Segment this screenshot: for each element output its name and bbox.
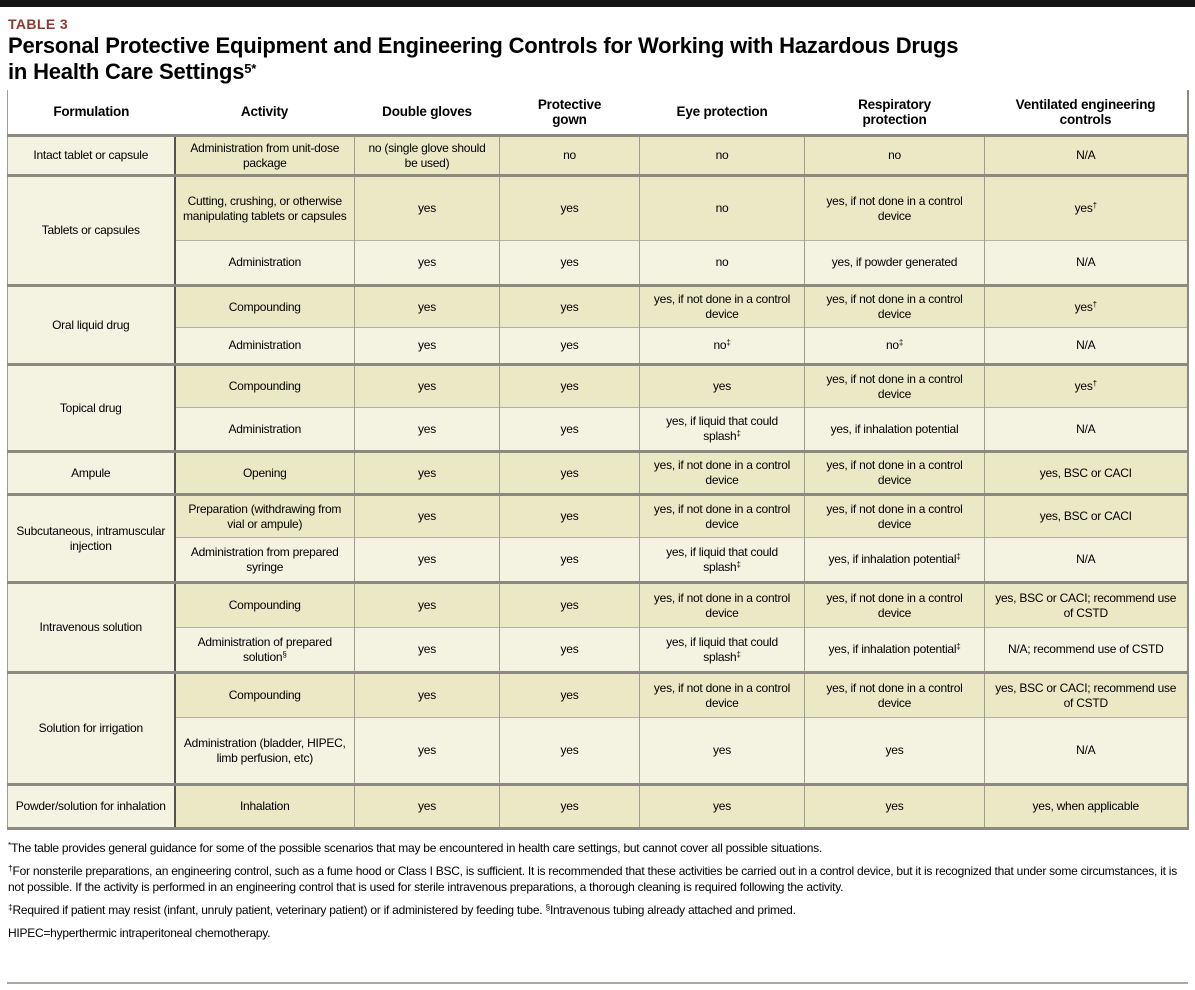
respiratory-protection-cell: yes, if not done in a control device: [805, 452, 985, 495]
protective-gown-cell: yes: [500, 673, 640, 718]
respiratory-protection-cell: yes, if powder generated: [805, 241, 985, 286]
double-gloves-cell: yes: [355, 718, 500, 785]
ventilated-controls-cell: N/A: [985, 241, 1188, 286]
ventilated-controls-cell: yes†: [985, 365, 1188, 408]
table-row: [8, 136, 1188, 176]
activity-cell: Compounding: [175, 583, 355, 628]
footnote: [8, 925, 1187, 941]
respiratory-protection-cell: yes, if not done in a control device: [805, 365, 985, 408]
double-gloves-cell: yes: [355, 583, 500, 628]
ventilated-controls-cell: N/A; recommend use of CSTD: [985, 628, 1188, 673]
ventilated-controls-cell: yes, BSC or CACI; recommend use of CSTD: [985, 583, 1188, 628]
formulation-cell: Tablets or capsules: [8, 176, 175, 286]
table-label: TABLE 3: [8, 16, 69, 32]
protective-gown-cell: yes: [500, 495, 640, 538]
activity-cell: Inhalation: [175, 785, 355, 829]
respiratory-protection-cell: yes, if inhalation potential‡: [805, 538, 985, 583]
respiratory-protection-cell: yes: [805, 718, 985, 785]
double-gloves-cell: yes: [355, 286, 500, 328]
protective-gown-cell: yes: [500, 328, 640, 365]
column-header-activity: Activity: [175, 90, 355, 136]
column-header-double-gloves: Double gloves: [355, 90, 500, 136]
eye-protection-cell: no: [640, 241, 805, 286]
eye-protection-cell: no‡: [640, 328, 805, 365]
activity-cell: Preparation (withdrawing from vial or ampule): [175, 495, 355, 538]
activity-cell: Administration: [175, 241, 355, 286]
activity-cell: Administration (bladder, HIPEC, limb perfusion, etc): [175, 718, 355, 785]
double-gloves-cell: yes: [355, 538, 500, 583]
respiratory-protection-cell: yes, if inhalation potential: [805, 408, 985, 452]
double-gloves-cell: yes: [355, 628, 500, 673]
protective-gown-cell: yes: [500, 241, 640, 286]
header-row: [8, 90, 1188, 136]
activity-cell: Cutting, crushing, or otherwise manipulating tablets or capsules: [175, 176, 355, 241]
double-gloves-cell: yes: [355, 176, 500, 241]
eye-protection-cell: no: [640, 136, 805, 176]
ppe-table: [7, 90, 1189, 830]
respiratory-protection-cell: no‡: [805, 328, 985, 365]
footnote-marker: †: [8, 863, 13, 874]
footnote-text: HIPEC=hyperthermic intraperitoneal chemotherapy.: [8, 926, 271, 941]
column-header-ventilated-controls: Ventilated engineering controls: [985, 90, 1188, 136]
respiratory-protection-cell: yes, if not done in a control device: [805, 286, 985, 328]
table-row: [8, 718, 1188, 785]
top-rule: [0, 0, 1195, 7]
respiratory-protection-cell: yes, if not done in a control device: [805, 583, 985, 628]
eye-protection-cell: yes, if not done in a control device: [640, 673, 805, 718]
respiratory-protection-cell: yes, if not done in a control device: [805, 673, 985, 718]
ventilated-controls-cell: N/A: [985, 136, 1188, 176]
eye-protection-cell: yes, if not done in a control device: [640, 583, 805, 628]
eye-protection-cell: yes, if not done in a control device: [640, 286, 805, 328]
title-line-1: Personal Protective Equipment and Engineering Controls for Working with Hazardous Drugs: [8, 33, 959, 58]
table-row: [8, 785, 1188, 829]
respiratory-protection-cell: yes: [805, 785, 985, 829]
ventilated-controls-cell: N/A: [985, 538, 1188, 583]
double-gloves-cell: yes: [355, 365, 500, 408]
formulation-cell: Intravenous solution: [8, 583, 175, 673]
eye-protection-cell: yes, if liquid that could splash‡: [640, 628, 805, 673]
protective-gown-cell: yes: [500, 718, 640, 785]
double-gloves-cell: yes: [355, 673, 500, 718]
ventilated-controls-cell: N/A: [985, 408, 1188, 452]
footnote-text: The table provides general guidance for some of the possible scenarios that may be encountered in health care settings, but cannot cover all possible situations.: [11, 841, 822, 856]
ventilated-controls-cell: yes†: [985, 176, 1188, 241]
respiratory-protection-cell: yes, if inhalation potential‡: [805, 628, 985, 673]
protective-gown-cell: yes: [500, 785, 640, 829]
activity-cell: Administration of prepared solution§: [175, 628, 355, 673]
ventilated-controls-cell: yes, BSC or CACI: [985, 495, 1188, 538]
protective-gown-cell: yes: [500, 408, 640, 452]
respiratory-protection-cell: no: [805, 136, 985, 176]
table-row: [8, 495, 1188, 538]
footnote-marker: *: [8, 840, 12, 851]
table-row: [8, 328, 1188, 365]
double-gloves-cell: yes: [355, 785, 500, 829]
footnote-marker: ‡: [8, 902, 13, 913]
title-reference-superscript: 5*: [244, 60, 257, 76]
table-row: [8, 673, 1188, 718]
table-row: [8, 583, 1188, 628]
eye-protection-cell: yes, if liquid that could splash‡: [640, 538, 805, 583]
protective-gown-cell: yes: [500, 538, 640, 583]
activity-cell: Compounding: [175, 673, 355, 718]
activity-cell: Opening: [175, 452, 355, 495]
column-header-respiratory-protection: Respiratory protection: [805, 90, 985, 136]
table-row: [8, 628, 1188, 673]
respiratory-protection-cell: yes, if not done in a control device: [805, 495, 985, 538]
ventilated-controls-cell: N/A: [985, 718, 1188, 785]
formulation-cell: Solution for irrigation: [8, 673, 175, 785]
double-gloves-cell: yes: [355, 452, 500, 495]
formulation-cell: Topical drug: [8, 365, 175, 452]
eye-protection-cell: no: [640, 176, 805, 241]
table-row: [8, 538, 1188, 583]
column-header-protective-gown: Protective gown: [500, 90, 640, 136]
eye-protection-cell: yes, if liquid that could splash‡: [640, 408, 805, 452]
formulation-cell: Subcutaneous, intramuscular injection: [8, 495, 175, 583]
table-row: [8, 176, 1188, 241]
activity-cell: Compounding: [175, 286, 355, 328]
table-row: [8, 365, 1188, 408]
activity-cell: Compounding: [175, 365, 355, 408]
double-gloves-cell: no (single glove should be used): [355, 136, 500, 176]
eye-protection-cell: yes, if not done in a control device: [640, 452, 805, 495]
protective-gown-cell: yes: [500, 583, 640, 628]
double-gloves-cell: yes: [355, 495, 500, 538]
eye-protection-cell: yes: [640, 365, 805, 408]
ventilated-controls-cell: yes†: [985, 286, 1188, 328]
eye-protection-cell: yes: [640, 785, 805, 829]
protective-gown-cell: yes: [500, 452, 640, 495]
formulation-cell: Oral liquid drug: [8, 286, 175, 365]
ventilated-controls-cell: yes, when applicable: [985, 785, 1188, 829]
page-title: [8, 33, 1195, 84]
ventilated-controls-cell: yes, BSC or CACI: [985, 452, 1188, 495]
bottom-rule: [7, 982, 1188, 984]
ventilated-controls-cell: yes, BSC or CACI; recommend use of CSTD: [985, 673, 1188, 718]
protective-gown-cell: yes: [500, 628, 640, 673]
protective-gown-cell: yes: [500, 176, 640, 241]
formulation-cell: Intact tablet or capsule: [8, 136, 175, 176]
activity-cell: Administration from prepared syringe: [175, 538, 355, 583]
column-header-formulation: Formulation: [8, 90, 175, 136]
table-row: [8, 286, 1188, 328]
table-row: [8, 408, 1188, 452]
activity-cell: Administration: [175, 408, 355, 452]
protective-gown-cell: yes: [500, 286, 640, 328]
footnotes: [8, 840, 1187, 942]
footnote-text: Required if patient may resist (infant, unruly patient, veterinary patient) or if administered by feeding tube. §Intravenous tubing already attached and primed.: [12, 902, 796, 918]
footnote: [8, 863, 1187, 895]
double-gloves-cell: yes: [355, 241, 500, 286]
double-gloves-cell: yes: [355, 328, 500, 365]
footnote: [8, 840, 1187, 856]
activity-cell: Administration from unit-dose package: [175, 136, 355, 176]
table-row: [8, 452, 1188, 495]
double-gloves-cell: yes: [355, 408, 500, 452]
formulation-cell: Powder/solution for inhalation: [8, 785, 175, 829]
ventilated-controls-cell: N/A: [985, 328, 1188, 365]
eye-protection-cell: yes, if not done in a control device: [640, 495, 805, 538]
title-line-2: in Health Care Settings: [8, 58, 245, 84]
protective-gown-cell: no: [500, 136, 640, 176]
activity-cell: Administration: [175, 328, 355, 365]
formulation-cell: Ampule: [8, 452, 175, 495]
protective-gown-cell: yes: [500, 365, 640, 408]
eye-protection-cell: yes: [640, 718, 805, 785]
footnote: [8, 902, 1187, 918]
footnote-text: For nonsterile preparations, an engineering control, such as a fume hood or Class I BSC, is sufficient. It is recommended that these activities be carried out in a control device, but it is recognized that under some circumstances, it is not possible. If the activity is performed in an engineering control that is used for sterile intravenous preparations, a thorough cleaning is required following the activity.: [8, 864, 1177, 894]
table-row: [8, 241, 1188, 286]
respiratory-protection-cell: yes, if not done in a control device: [805, 176, 985, 241]
column-header-eye-protection: Eye protection: [640, 90, 805, 136]
